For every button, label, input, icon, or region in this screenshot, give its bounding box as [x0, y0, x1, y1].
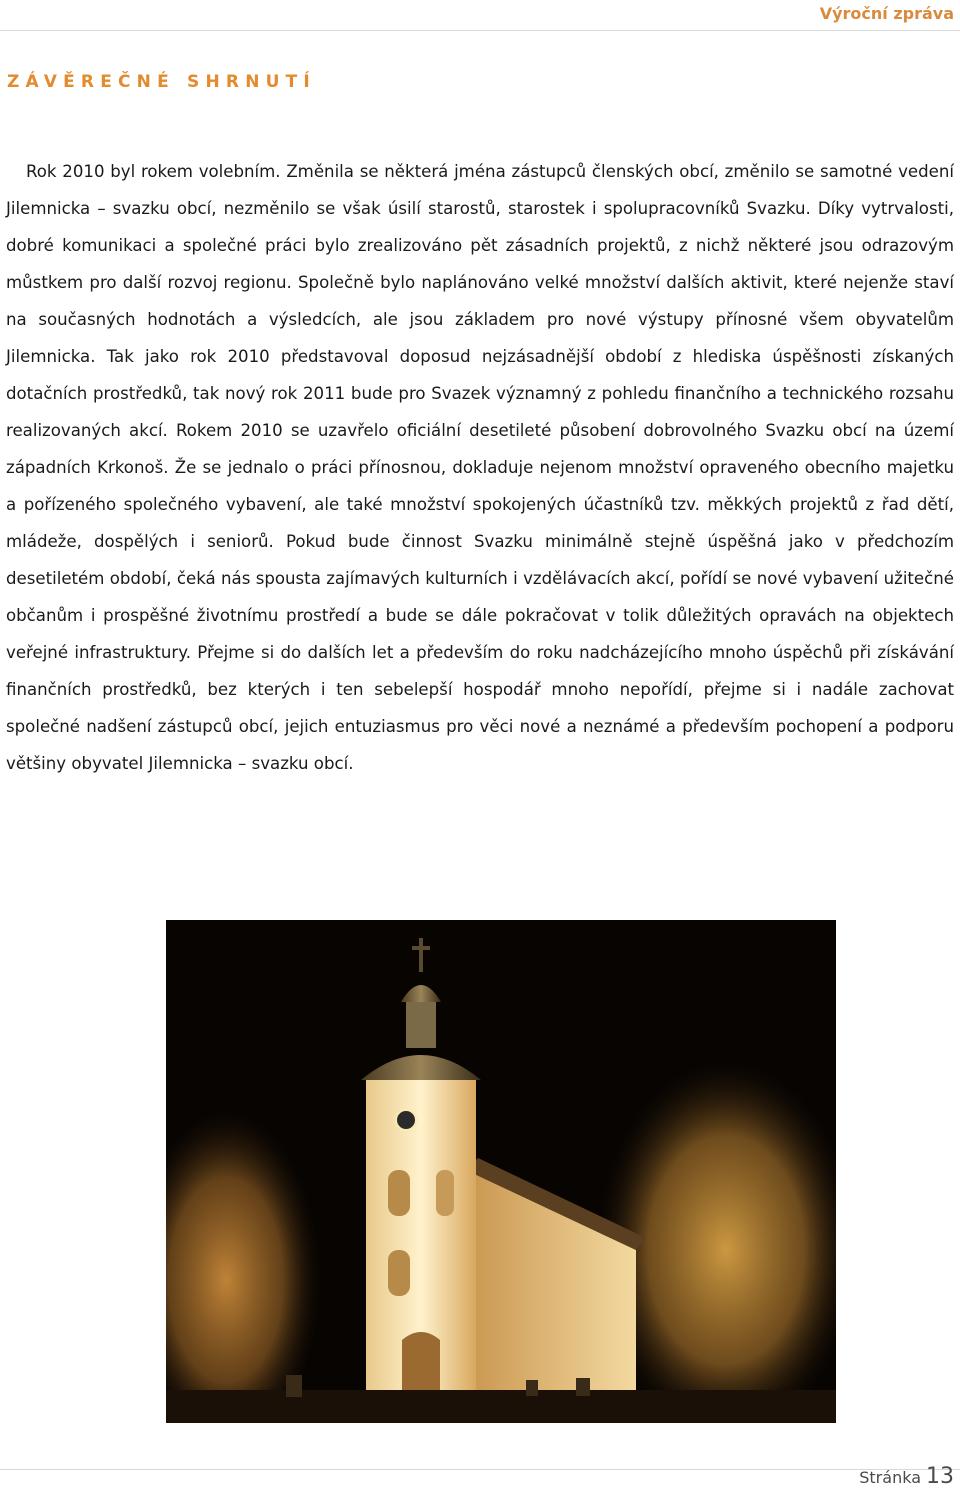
- cross: [419, 938, 423, 972]
- clock: [396, 1110, 416, 1130]
- page-number: 13: [926, 1464, 954, 1489]
- body-paragraph: Rok 2010 byl rokem volebním. Změnila se některá jména zástupců členských obcí, změnilo se samotné vedení Jilemnicka – svazku obcí, nezměnilo se však úsilí starostů, starostek i spolupracovníků Svazku. Díky vytrvalosti, dobré komunikaci a společné práci bylo zrealizováno pět zásadních projektů, z nichž některé jsou odrazovým můstkem pro další rozvoj regionu. Společně bylo naplánováno velké množství dalších aktivit, které nejenže staví na současných hodnotách a výsledcích, ale jsou základem pro nové výstupy přínosné všem obyvatelům Jilemnicka. Tak jako rok 2010 představoval doposud nejzásadnější období z hlediska úspěšnosti získaných dotačních prostředků, tak nový rok 2011 bude pro Svazek významný z pohledu finančního a technického rozsahu realizovaných akcí. Rokem 2010 se uzavřelo oficiální desetileté působení dobrovolného Svazku obcí na území západních Krkonoš. Že se jednalo o práci přínosnou, dokladuje nejenom množství opraveného obecního majetku a pořízeného společného vybavení, ale také množství spokojených účastníků tzv. měkkých projektů z řad dětí, mládeže, dospělých i seniorů. Pokud bude činnost Svazku minimálně stejně úspěšná jako v předchozím desetiletém období, čeká nás spousta zajímavých kulturních i vzdělávacích akcí, pořídí se nové vybavení užitečné občanům i prospěšné životnímu prostředí a bude se dále pokračovat v tolik důležitých opravách na objektech veřejné infrastruktury. Přejme si do dalších let a především do roku nadcházejícího mnoho úspěchů při získávání finančních prostředků, bez kterých i ten sebelepší hospodář mnoho nepořídí, přejme si i nadále zachovat společné nadšení zástupců obcí, jejich entuziasmus pro věci nové a neznámé a především pochopení a podporu většiny obyvatel Jilemnicka – svazku obcí.: [6, 162, 954, 773]
- section-heading: ZÁVĚREČNÉ SHRNUTÍ: [7, 72, 316, 92]
- page-footer: [859, 1464, 954, 1494]
- header-title: Výroční zpráva: [819, 4, 954, 23]
- page-label: Stránka: [859, 1468, 921, 1487]
- church-photo: [166, 920, 836, 1423]
- footer-divider: [0, 1469, 960, 1470]
- page-header: [0, 0, 960, 31]
